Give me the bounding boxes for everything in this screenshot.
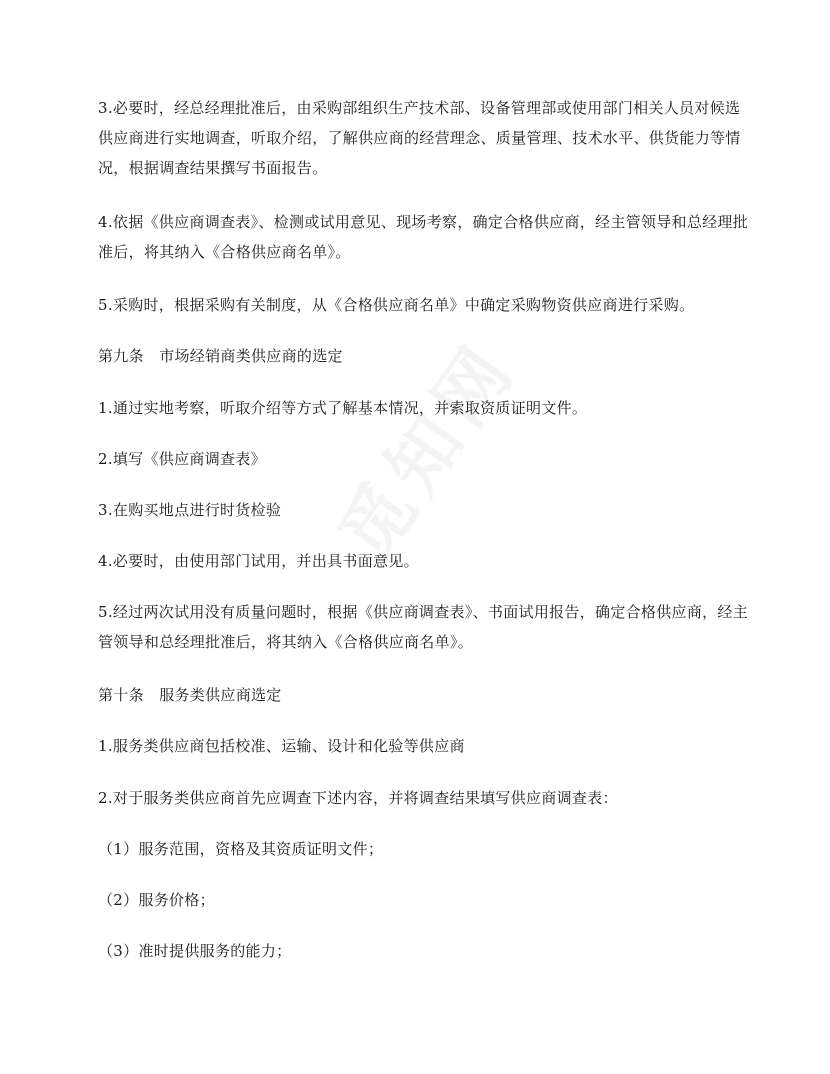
paragraph-3-site-survey: 3.必要时，经总经理批准后，由采购部组织生产技术部、设备管理部或使用部门相关人员对候选供应商进行实地调查，听取介绍，了解供应商的经营理念、质量管理、技术水平、供货能力等情况，根据调查结果撰写书面报告。: [98, 99, 741, 177]
article-10-item-1: 1.服务类供应商包括校准、运输、设计和化验等供应商: [98, 737, 465, 755]
article-10-subitem-1: （1）服务范围，资格及其资质证明文件；: [98, 840, 384, 858]
article-9-item-5: 5.经过两次试用没有质量问题时，根据《供应商调查表》、书面试用报告，确定合格供应商，经主管领导和总经理批准后，将其纳入《合格供应商名单》。: [98, 603, 749, 651]
article-9-heading: 第九条 市场经销商类供应商的选定: [98, 347, 343, 365]
paragraph-4-qualified-supplier: 4.依据《供应商调查表》、检测或试用意见、现场考察，确定合格供应商，经主管领导和总经理批准后，将其纳入《合格供应商名单》。: [98, 213, 749, 261]
article-9-item-1: 1.通过实地考察，听取介绍等方式了解基本情况，并索取资质证明文件。: [98, 399, 588, 417]
article-10-subitem-3: （3）准时提供服务的能力；: [98, 942, 292, 960]
article-9-item-4: 4.必要时，由使用部门试用，并出具书面意见。: [98, 552, 419, 570]
paragraph-5-purchasing: 5.采购时，根据采购有关制度，从《合格供应商名单》中确定采购物资供应商进行采购。: [98, 296, 695, 314]
article-10-subitem-2: （2）服务价格；: [98, 891, 215, 909]
article-9-item-2: 2.填写《供应商调查表》: [98, 450, 266, 468]
article-10-item-2: 2.对于服务类供应商首先应调查下述内容，并将调查结果填写供应商调查表：: [98, 789, 618, 807]
article-10-heading: 第十条 服务类供应商选定: [98, 686, 282, 704]
article-9-item-3: 3.在购买地点进行时货检验: [98, 501, 282, 519]
